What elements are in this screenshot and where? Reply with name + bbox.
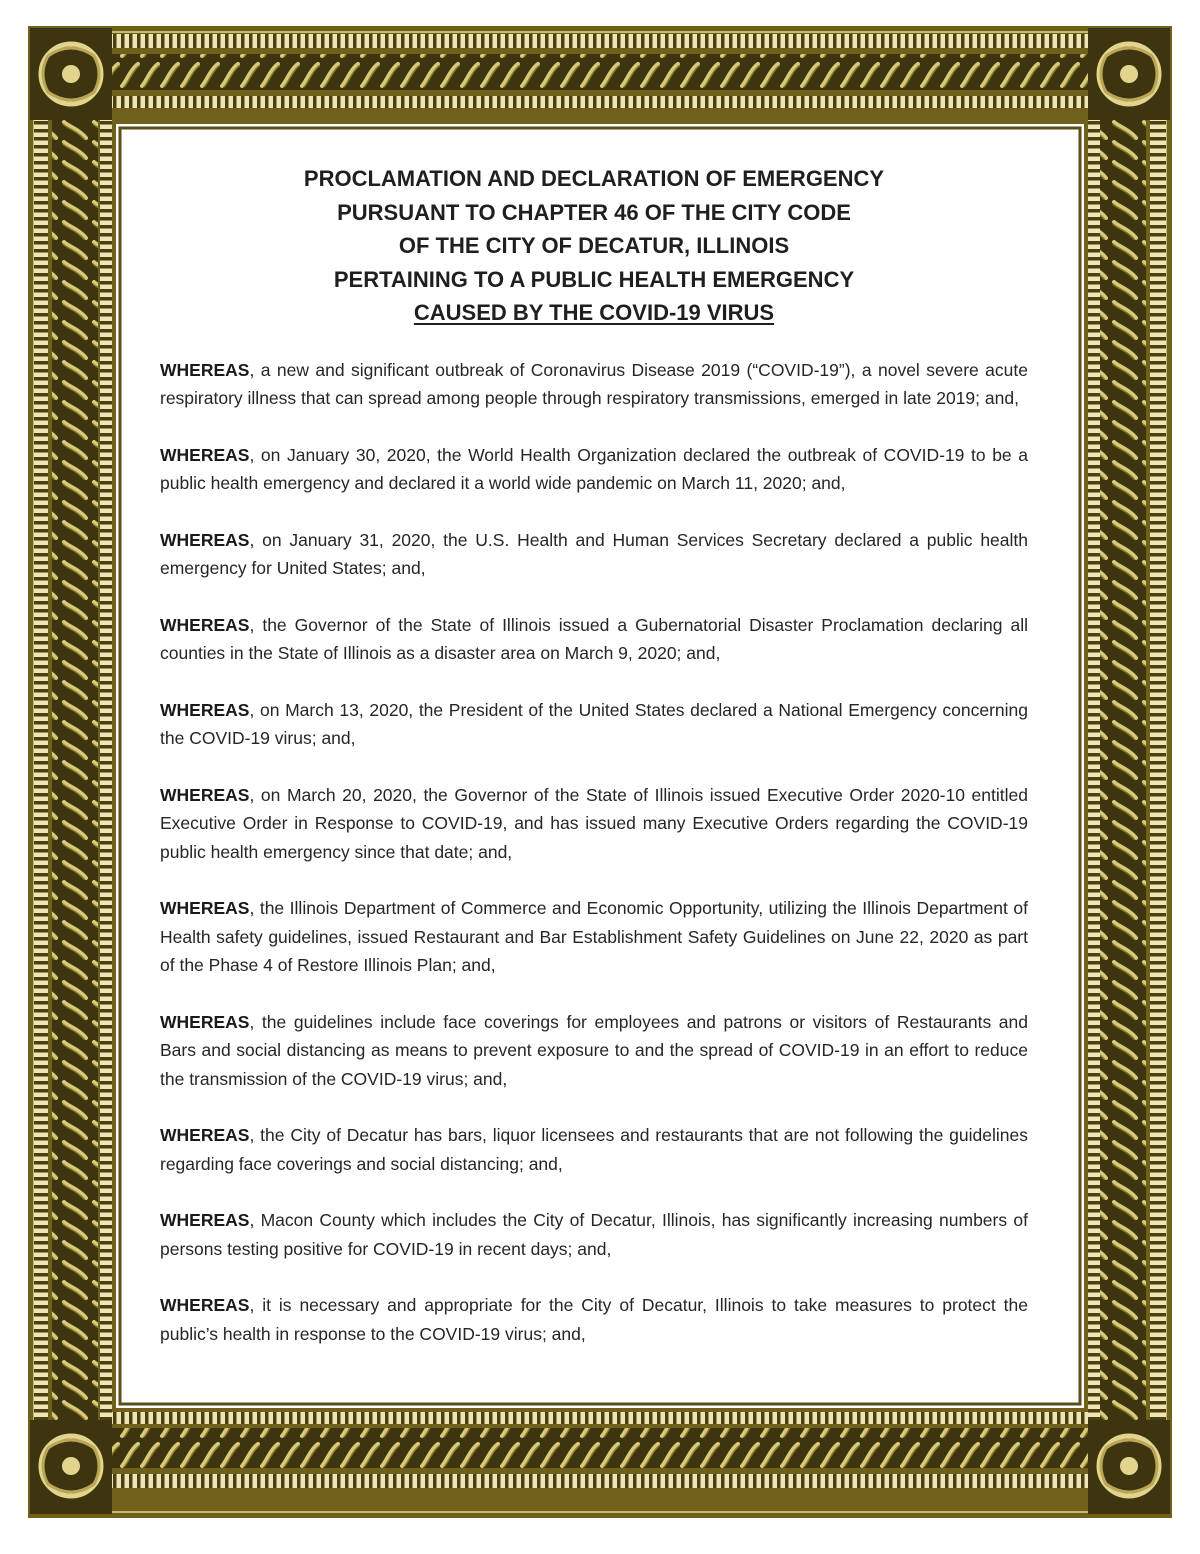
clause-text: , the Illinois Department of Commerce and Economic Opportunity, utilizing the Illinois Department of Health safety guidelines, issued Restaurant and Bar Establishment Safety Guidelines on June 22, 2020 as part of the Phase 4 of Restore Illinois Plan; and, (160, 898, 1028, 975)
clause-lead: WHEREAS (160, 784, 250, 805)
clause-lead: WHEREAS (160, 1011, 250, 1032)
title-line-3: OF THE CITY OF DECATUR, ILLINOIS (398, 233, 790, 258)
clause-lead: WHEREAS (160, 1125, 250, 1145)
corner-ornament-bottom-right (1088, 1420, 1170, 1514)
clause-text: , on January 30, 2020, the World Health Organization declared the outbreak of COVID-19 to be a public health emergency and declared it a world wide pandemic on March 11, 2020; and, (160, 444, 1028, 493)
clause-text: , it is necessary and appropriate for the City of Decatur, Illinois to take measures to protect the public’s health in response to the COVID-19 virus; and, (160, 1295, 1028, 1344)
clause-lead: WHEREAS (160, 1295, 250, 1315)
clause-lead: WHEREAS (160, 529, 250, 550)
title-line-1: PROCLAMATION AND DECLARATION OF EMERGENCY (303, 166, 885, 191)
border-bottom-ticks (112, 1474, 1088, 1488)
border-right-ticks (1150, 120, 1166, 1420)
whereas-clause (160, 526, 1028, 583)
clause-lead: WHEREAS (160, 444, 250, 465)
clause-text: , on January 31, 2020, the U.S. Health and Human Services Secretary declared a public health emergency for United States; and, (160, 529, 1028, 578)
clause-text: , on March 13, 2020, the President of the United States declared a National Emergency concerning the COVID-19 virus; and, (160, 699, 1028, 748)
corner-ornament-bottom-left (30, 1420, 112, 1514)
whereas-clause (160, 1206, 1028, 1263)
clause-lead: WHEREAS (160, 614, 250, 635)
whereas-clause (160, 356, 1028, 413)
clause-text: , a new and significant outbreak of Coronavirus Disease 2019 (“COVID-19”), a novel severe acute respiratory illness that can spread among people through respiratory transmissions, emerged in late 2019; and, (160, 359, 1028, 408)
document-body (160, 162, 1028, 1376)
whereas-clause (160, 1291, 1028, 1348)
title-line-2: PURSUANT TO CHAPTER 46 OF THE CITY CODE (337, 199, 851, 225)
whereas-clause (160, 1121, 1028, 1178)
clause-lead: WHEREAS (160, 699, 250, 720)
clause-text: , the guidelines include face coverings for employees and patrons or visitors of Restaurants and Bars and social distancing as means to prevent exposure to and the spread of COVID-19 in an effort to reduce the transmission of the COVID-19 virus; and, (160, 1011, 1028, 1089)
corner-ornament-top-left (30, 28, 112, 120)
clause-lead: WHEREAS (160, 359, 250, 380)
border-top-braid (112, 54, 1088, 90)
proclamation-title (160, 162, 1028, 330)
corner-ornament-top-right (1088, 28, 1170, 120)
clause-text: , on March 20, 2020, the Governor of the State of Illinois issued Executive Order 2020-10 entitled Executive Order in Response to COVID-19, and has issued many Executive Orders regarding the COVID-19 public health emergency since that date; and, (160, 784, 1028, 862)
clause-text: , Macon County which includes the City of Decatur, Illinois, has significantly increasing numbers of persons testing positive for COVID-19 in recent days; and, (160, 1210, 1028, 1259)
whereas-clause (160, 1008, 1028, 1094)
whereas-clause (160, 441, 1028, 498)
border-top-ticks (112, 34, 1088, 48)
whereas-clause (160, 696, 1028, 753)
whereas-clause (160, 611, 1028, 668)
whereas-clause (160, 894, 1028, 980)
title-line-5: CAUSED BY THE COVID-19 VIRUS (413, 300, 775, 325)
clause-text: , the Governor of the State of Illinois issued a Gubernatorial Disaster Proclamation declaring all counties in the State of Illinois as a disaster area on March 9, 2020; and, (160, 614, 1028, 663)
border-left-braid (52, 120, 98, 1420)
whereas-clause (160, 781, 1028, 867)
clause-lead: WHEREAS (160, 898, 250, 918)
title-line-4: PERTAINING TO A PUBLIC HEALTH EMERGENCY (333, 266, 855, 292)
border-right-braid (1100, 120, 1146, 1420)
border-left-ticks (34, 120, 48, 1420)
clause-text: , the City of Decatur has bars, liquor licensees and restaurants that are not following the guidelines regarding face coverings and social distancing; and, (160, 1125, 1028, 1174)
border-bottom-braid (112, 1428, 1088, 1468)
clause-lead: WHEREAS (160, 1210, 250, 1230)
